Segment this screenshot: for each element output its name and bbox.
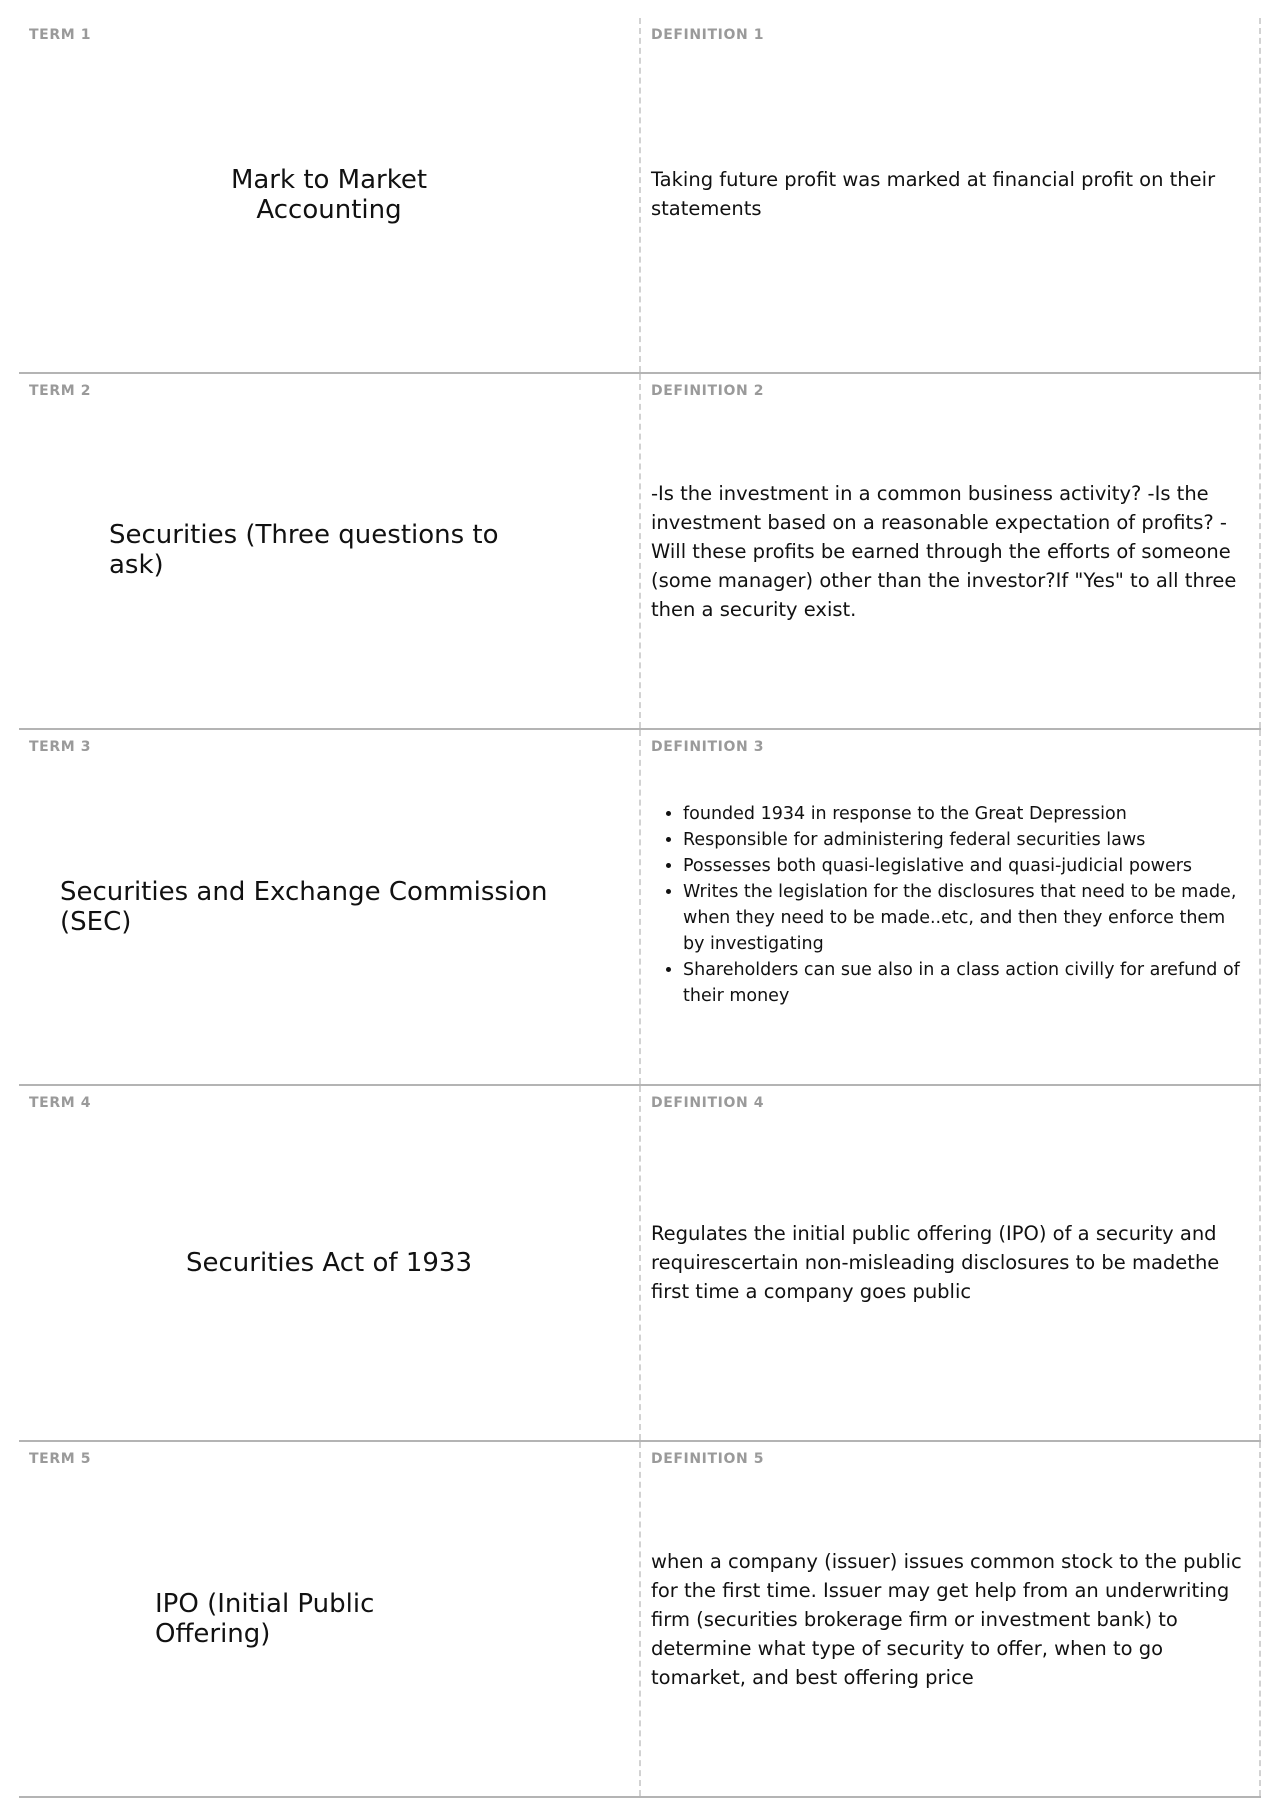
term-cell-3 (19, 730, 641, 1084)
term-text-5: IPO (Initial Public Offering) (155, 1589, 375, 1649)
definition-text-5: when a company (issuer) issues common stock to the public for the first time. Issuer may get help from an underwriting firm (securities brokerage firm or investment bank) to determine what type of security to offer, when to go tomarket, and best offering price (651, 1549, 1242, 1689)
definition-text-4: Regulates the initial public offering (IPO) of a security and requirescertain non-misleading disclosures to be madethe first time a company goes public (651, 1221, 1220, 1303)
definition-text-1: Taking future profit was marked at financial profit on their statements (651, 168, 1216, 220)
definition-list-item: • founded 1934 in response to the Great Depression (683, 801, 1251, 827)
definition-text-2: -Is the investment in a common business activity? -Is the investment based on a reasonable expectation of profits? -Will these profits be earned through the efforts of someone (some manager) other than the investor?If "Yes" to all three then a security exist. (651, 481, 1237, 621)
term-text-3: Securities and Exchange Commission (SEC) (60, 877, 548, 937)
term-cell-4 (19, 1086, 641, 1440)
term-cell-2 (19, 374, 641, 728)
flashcard-row-5 (19, 1442, 1261, 1798)
term-text-4: Securities Act of 1933 (186, 1248, 472, 1278)
flashcard-sheet (19, 18, 1261, 1798)
definition-label-3: DEFINITION 3 (651, 739, 765, 755)
definition-label-2: DEFINITION 2 (651, 383, 765, 399)
term-text-1: Mark to Market Accounting (230, 165, 428, 225)
definition-list-item: • Shareholders can sue also in a class action civilly for arefund of their money (683, 957, 1251, 1009)
definition-cell-2 (641, 374, 1261, 728)
definition-list-item: • Responsible for administering federal securities laws (683, 827, 1251, 853)
flashcard-row-2 (19, 374, 1261, 730)
definition-label-5: DEFINITION 5 (651, 1451, 765, 1467)
definition-cell-4 (641, 1086, 1261, 1440)
term-label-2: TERM 2 (29, 383, 92, 399)
definition-cell-3 (641, 730, 1261, 1084)
term-text-2: Securities (Three questions to ask) (109, 520, 499, 580)
flashcard-row-3 (19, 730, 1261, 1086)
term-cell-5 (19, 1442, 641, 1796)
term-label-3: TERM 3 (29, 739, 92, 755)
term-label-1: TERM 1 (29, 27, 92, 43)
definition-list-3 (651, 801, 1251, 1009)
definition-label-4: DEFINITION 4 (651, 1095, 765, 1111)
definition-cell-5 (641, 1442, 1261, 1796)
flashcard-row-1 (19, 18, 1261, 374)
term-label-4: TERM 4 (29, 1095, 92, 1111)
term-label-5: TERM 5 (29, 1451, 92, 1467)
definition-cell-1 (641, 18, 1261, 372)
definition-list-item: • Possesses both quasi-legislative and quasi-judicial powers (683, 853, 1251, 879)
definition-label-1: DEFINITION 1 (651, 27, 765, 43)
term-cell-1 (19, 18, 641, 372)
flashcard-row-4 (19, 1086, 1261, 1442)
definition-list-item: • Writes the legislation for the disclosures that need to be made, when they need to be made..etc, and then they enforce them by investigating (683, 879, 1251, 957)
